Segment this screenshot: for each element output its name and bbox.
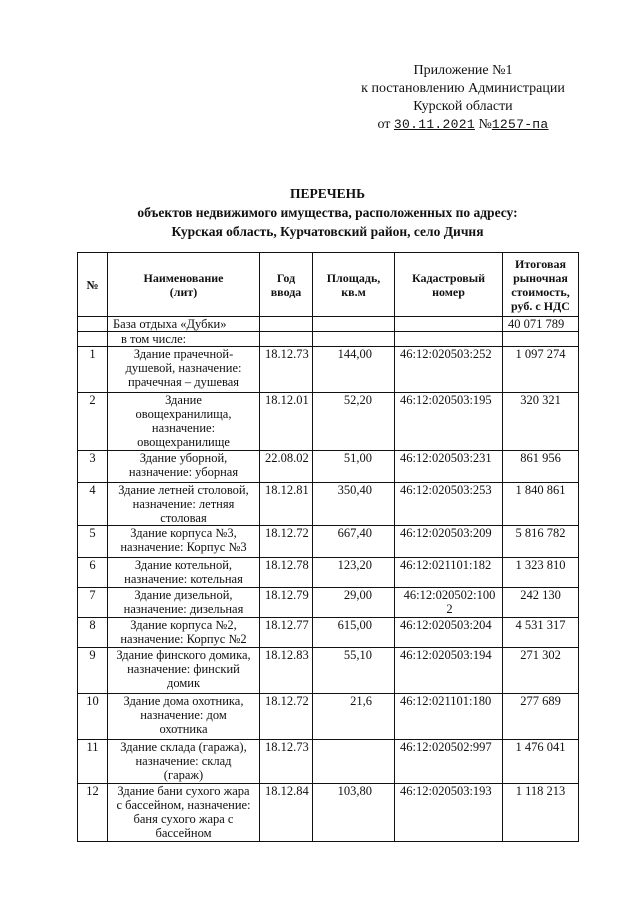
cell-name: Здание корпуса №2, назначение: Корпус №2 (108, 618, 260, 648)
cell-area (313, 317, 395, 332)
cell-area: 29,00 (313, 588, 395, 618)
cell-cost: 1 118 213 (503, 784, 579, 842)
col-header-area: Площадь, кв.м (313, 253, 395, 317)
appendix-title: Приложение №1 (413, 63, 513, 78)
cell-cadastral: 46:12:020503:194 (395, 648, 503, 694)
table-row (78, 393, 579, 451)
cell-cadastral: 46:12:020502:997 (395, 740, 503, 784)
title-heading: ПЕРЕЧЕНЬ (289, 186, 366, 201)
date-number-line (340, 116, 586, 134)
cell-year (260, 332, 313, 347)
cell-cadastral: 46:12:021101:180 (395, 694, 503, 740)
date-prefix: от (377, 117, 391, 132)
cell-num: 5 (78, 526, 108, 558)
table-row (78, 483, 579, 526)
cell-num: 6 (78, 558, 108, 588)
cell-cost: 277 689 (503, 694, 579, 740)
table-header-row (78, 253, 579, 317)
cell-cadastral (395, 317, 503, 332)
resolution-number: 1257-па (491, 117, 549, 132)
resolution-date: 30.11.2021 (393, 117, 475, 132)
col-header-cost: Итоговая рыночная стоимость, руб. с НДС (503, 253, 579, 317)
cell-cadastral: 46:12:020503:204 (395, 618, 503, 648)
cell-area (313, 332, 395, 347)
cell-num: 3 (78, 451, 108, 483)
cell-name: в том числе: (108, 332, 260, 347)
cell-name: Здание дизельной, назначение: дизельная (108, 588, 260, 618)
appendix-header (340, 62, 586, 134)
cell-num: 10 (78, 694, 108, 740)
cell-year (260, 317, 313, 332)
cell-area: 52,20 (313, 393, 395, 451)
cell-cost: 1 323 810 (503, 558, 579, 588)
cell-num: 12 (78, 784, 108, 842)
col-header-num: № (78, 253, 108, 317)
cell-cadastral: 46:12:021101:182 (395, 558, 503, 588)
table-row (78, 648, 579, 694)
title-line-2: Курская область, Курчатовский район, село Дичня (171, 224, 484, 239)
cell-year: 18.12.83 (260, 648, 313, 694)
including-row (78, 332, 579, 347)
cell-num (78, 332, 108, 347)
table-row (78, 618, 579, 648)
title-line-1: объектов недвижимого имущества, расположенных по адресу: (137, 205, 518, 220)
cell-cadastral: 46:12:020502:100 2 (395, 588, 503, 618)
cell-area: 350,40 (313, 483, 395, 526)
cell-name: Здание дома охотника, назначение: дом охотника (108, 694, 260, 740)
cell-year: 18.12.78 (260, 558, 313, 588)
base-row (78, 317, 579, 332)
cell-num: 4 (78, 483, 108, 526)
cell-year: 18.12.73 (260, 347, 313, 393)
cell-cost: 1 476 041 (503, 740, 579, 784)
cell-cadastral: 46:12:020503:195 (395, 393, 503, 451)
cell-cost: 1 097 274 (503, 347, 579, 393)
cell-year: 18.12.84 (260, 784, 313, 842)
cell-cadastral (395, 332, 503, 347)
cell-name: Здание котельной, назначение: котельная (108, 558, 260, 588)
cell-num: 9 (78, 648, 108, 694)
cell-year: 18.12.72 (260, 526, 313, 558)
cell-name: Здание прачечной- душевой, назначение: прачечная – душевая (108, 347, 260, 393)
table-row (78, 451, 579, 483)
table-row (78, 558, 579, 588)
cell-cost: 1 840 861 (503, 483, 579, 526)
col-header-cadastral: Кадастровый номер (395, 253, 503, 317)
cell-area (313, 740, 395, 784)
table-row (78, 784, 579, 842)
cell-year: 18.12.81 (260, 483, 313, 526)
region-line: Курской области (413, 99, 513, 114)
cell-area: 615,00 (313, 618, 395, 648)
cell-year: 22.08.02 (260, 451, 313, 483)
table-row (78, 588, 579, 618)
cell-num: 8 (78, 618, 108, 648)
cell-year: 18.12.77 (260, 618, 313, 648)
cell-name: База отдыха «Дубки» (108, 317, 260, 332)
cell-area: 123,20 (313, 558, 395, 588)
cell-area: 667,40 (313, 526, 395, 558)
cell-year: 18.12.01 (260, 393, 313, 451)
cell-year: 18.12.79 (260, 588, 313, 618)
cell-area: 103,80 (313, 784, 395, 842)
cell-area: 21,6 (313, 694, 395, 740)
cell-num: 1 (78, 347, 108, 393)
document-title (60, 184, 595, 241)
cell-cost: 5 816 782 (503, 526, 579, 558)
cell-name: Здание уборной, назначение: уборная (108, 451, 260, 483)
cell-cadastral: 46:12:020503:209 (395, 526, 503, 558)
table-row (78, 694, 579, 740)
cell-cadastral: 46:12:020503:252 (395, 347, 503, 393)
cell-name: Здание бани сухого жара с бассейном, назначение: баня сухого жара с бассейном (108, 784, 260, 842)
cell-name: Здание летней столовой, назначение: летняя столовая (108, 483, 260, 526)
table-row (78, 526, 579, 558)
cell-name: Здание корпуса №3, назначение: Корпус №3 (108, 526, 260, 558)
property-table (77, 252, 579, 842)
table-row (78, 347, 579, 393)
cell-name: Здание финского домика, назначение: финский домик (108, 648, 260, 694)
cell-cost (503, 332, 579, 347)
number-prefix: № (478, 117, 492, 132)
cell-cost: 40 071 789 (503, 317, 579, 332)
cell-cost: 861 956 (503, 451, 579, 483)
cell-cadastral: 46:12:020503:253 (395, 483, 503, 526)
cell-num: 2 (78, 393, 108, 451)
table-row (78, 740, 579, 784)
cell-cadastral: 46:12:020503:231 (395, 451, 503, 483)
cell-name: Здание склада (гаража), назначение: склад (гараж) (108, 740, 260, 784)
cell-cost: 4 531 317 (503, 618, 579, 648)
cell-area: 55,10 (313, 648, 395, 694)
cell-cost: 242 130 (503, 588, 579, 618)
resolution-line: к постановлению Администрации (361, 81, 565, 96)
cell-area: 51,00 (313, 451, 395, 483)
cell-cost: 271 302 (503, 648, 579, 694)
cell-cadastral: 46:12:020503:193 (395, 784, 503, 842)
cell-num: 7 (78, 588, 108, 618)
cell-area: 144,00 (313, 347, 395, 393)
cell-num (78, 317, 108, 332)
cell-num: 11 (78, 740, 108, 784)
cell-name: Здание овощехранилища, назначение: овощехранилище (108, 393, 260, 451)
cell-year: 18.12.72 (260, 694, 313, 740)
cell-year: 18.12.73 (260, 740, 313, 784)
col-header-name: Наименование (лит) (108, 253, 260, 317)
cell-cost: 320 321 (503, 393, 579, 451)
col-header-year: Год ввода (260, 253, 313, 317)
